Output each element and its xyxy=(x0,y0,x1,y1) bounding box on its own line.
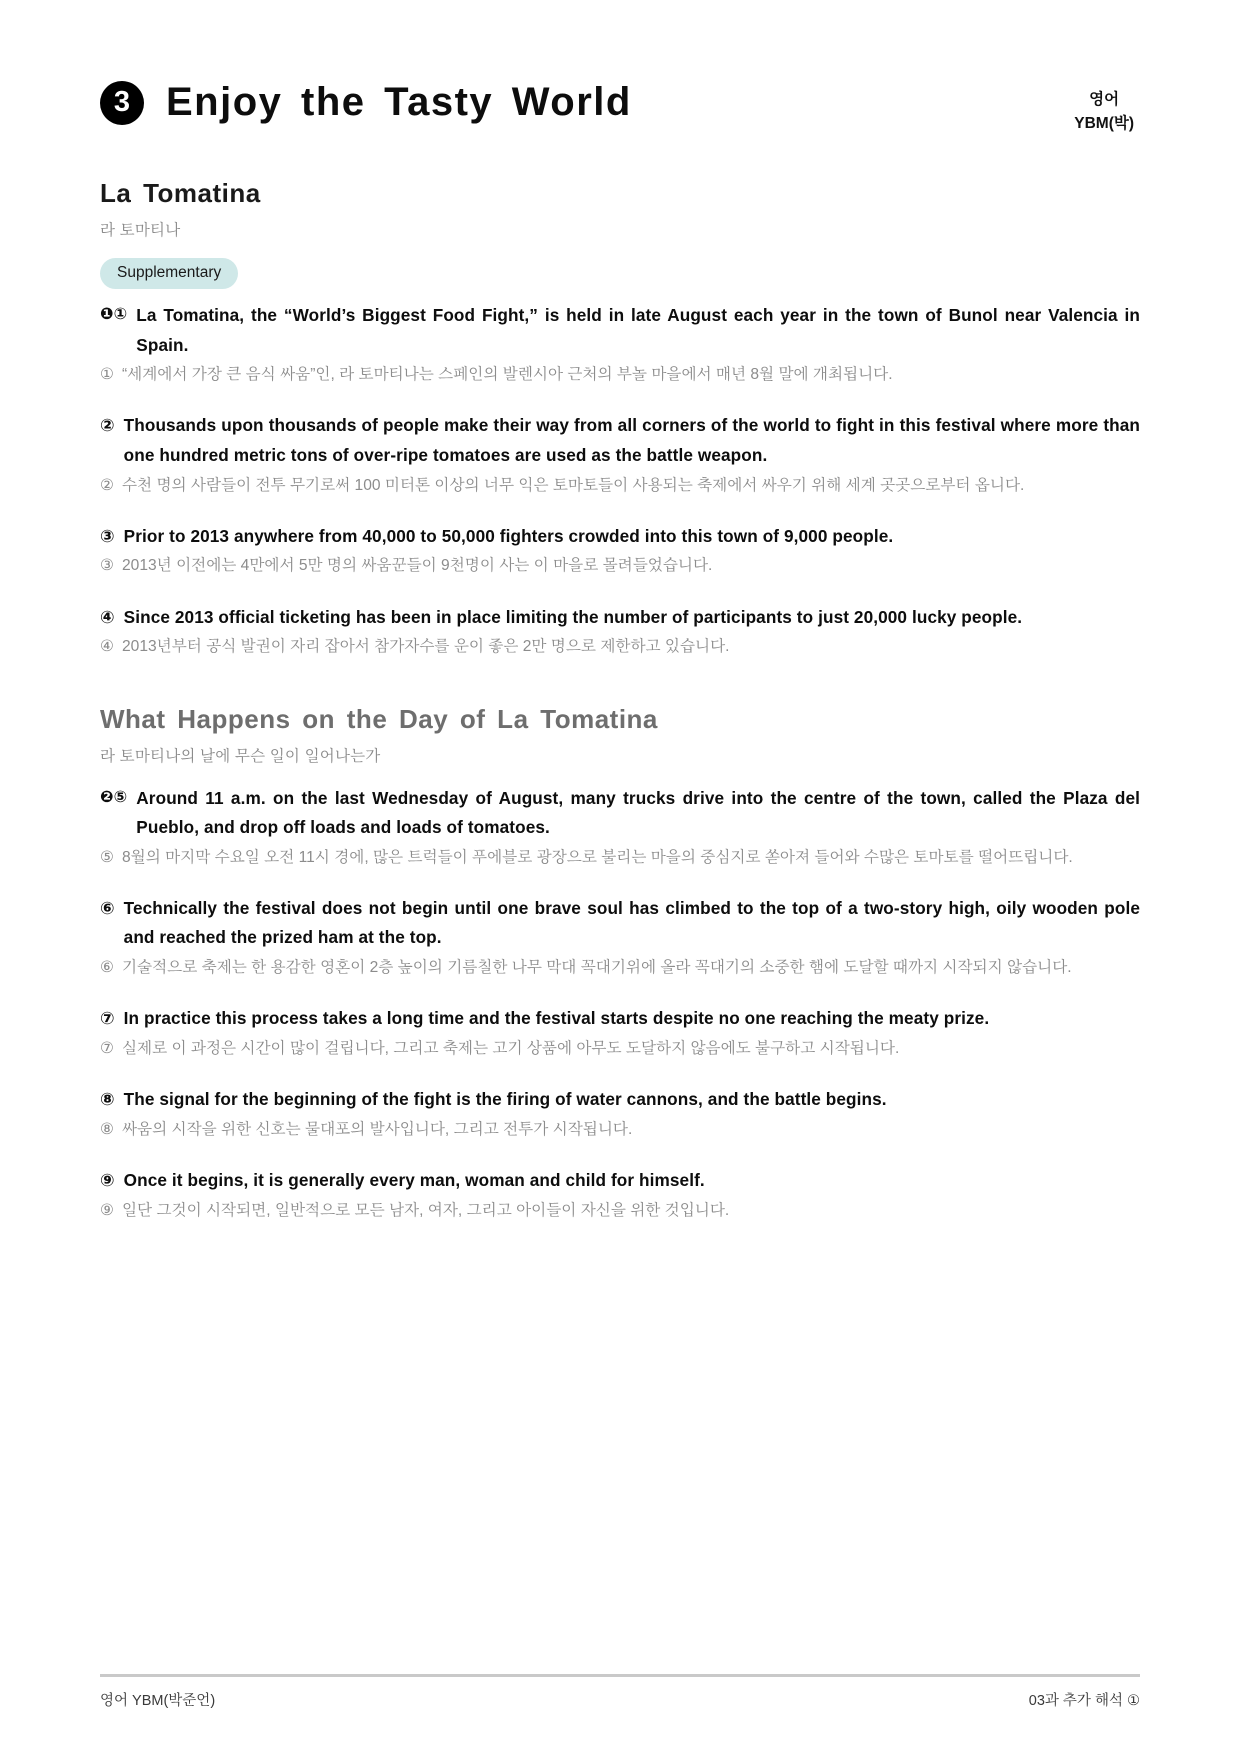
sentence-korean xyxy=(100,473,1140,498)
sentence-english xyxy=(100,1166,1140,1196)
sentence-text-ko: 8월의 마지막 수요일 오전 11시 경에, 많은 트럭들이 푸에블로 광장으로 불리는 마을의 중심지로 쏟아져 들어와 수많은 토마토를 떨어뜨립니다. xyxy=(121,848,1073,866)
page-title: Enjoy the Tasty World xyxy=(166,80,632,124)
sentence-korean xyxy=(100,845,1140,870)
sentence-marker-en: ⑧ xyxy=(100,1089,115,1110)
sentence-marker-ko: ⑧ xyxy=(100,1120,114,1138)
sentence-text-en: La Tomatina, the “World’s Biggest Food Fight,” is held in late August each year in the town of Bunol near Valencia in Spain. xyxy=(136,305,1140,355)
sentence-marker-ko: ⑤ xyxy=(100,848,114,866)
sentence-text-ko: 싸움의 시작을 위한 신호는 물대포의 발사입니다, 그리고 전투가 시작됩니다. xyxy=(121,1120,633,1138)
sentence-marker-ko: ① xyxy=(100,366,114,384)
sentence-item xyxy=(100,1085,1140,1142)
section-title-2: What Happens on the Day of La Tomatina xyxy=(100,703,658,734)
sentence-item xyxy=(100,301,1140,387)
sentence-korean xyxy=(100,634,1140,659)
footer-left-text: 영어 YBM(박준언) xyxy=(100,1693,216,1709)
supplementary-badge: Supplementary xyxy=(100,258,238,289)
sentence-marker-en: ❷⑤ xyxy=(100,788,128,806)
page-footer xyxy=(100,1674,1140,1710)
sentence-marker-en: ⑥ xyxy=(100,897,115,918)
sentence-item xyxy=(100,894,1140,980)
footer-divider xyxy=(100,1674,1140,1677)
section-la-tomatina xyxy=(100,178,1140,659)
sentence-item xyxy=(100,1004,1140,1061)
sentence-item xyxy=(100,411,1140,497)
sentence-english xyxy=(100,1004,1140,1034)
sentence-korean xyxy=(100,1198,1140,1223)
sentence-korean xyxy=(100,1117,1140,1142)
sentence-marker-ko: ⑨ xyxy=(100,1201,114,1219)
sentence-korean xyxy=(100,362,1140,387)
sentence-english xyxy=(100,784,1140,843)
footer-row xyxy=(100,1689,1140,1710)
sentence-korean xyxy=(100,955,1140,980)
sentence-text-ko: 수천 명의 사람들이 전투 무기로써 100 미터톤 이상의 너무 익은 토마토들이 사용되는 축제에서 싸우기 위해 세계 곳곳으로부터 옵니다. xyxy=(121,476,1025,494)
sentence-text-ko: 2013년부터 공식 발권이 자리 잡아서 참가자수를 운이 좋은 2만 명으로 제한하고 있습니다. xyxy=(121,638,730,656)
section-subtitle-1: 라 토마티나 xyxy=(100,222,181,240)
sentence-marker-en: ④ xyxy=(100,606,115,627)
section-subtitle-2: 라 토마티나의 날에 무슨 일이 일어나는가 xyxy=(100,747,381,765)
sentence-marker-en: ⑦ xyxy=(100,1008,115,1029)
footer-right-text: 03과 추가 해석 ① xyxy=(1028,1693,1140,1709)
document-header xyxy=(100,72,1140,136)
sentence-english xyxy=(100,522,1140,552)
sentence-text-en: In practice this process takes a long time and the festival starts despite no one reaching the meaty prize. xyxy=(123,1008,990,1029)
section-what-happens xyxy=(100,704,1140,1223)
sentence-text-en: Around 11 a.m. on the last Wednesday of August, many trucks drive into the centre of the town, called the Plaza del Pueblo, and drop off loads and loads of tomatoes. xyxy=(136,787,1140,838)
sentence-korean xyxy=(100,1036,1140,1061)
sentence-text-en: Technically the festival does not begin until one brave soul has climbed to the top of a two-story high, oily wooden pole and reached the prized ham at the top. xyxy=(123,897,1140,948)
section-title-1: La Tomatina xyxy=(100,178,261,209)
sentence-item xyxy=(100,603,1140,660)
sentence-text-ko: 기술적으로 축제는 한 용감한 영혼이 2층 높이의 기름칠한 나무 막대 꼭대기위에 올라 꼭대기의 소중한 햄에 도달할 때까지 시작되지 않습니다. xyxy=(121,959,1072,977)
sentence-text-ko: 2013년 이전에는 4만에서 5만 명의 싸움꾼들이 9천명이 사는 이 마을로 몰려들었습니다. xyxy=(121,557,713,575)
sentence-text-en: The signal for the beginning of the fight is the firing of water cannons, and the battle begins. xyxy=(123,1089,887,1110)
sentence-text-en: Since 2013 official ticketing has been in place limiting the number of participants to just 20,000 lucky people. xyxy=(123,606,1023,627)
sentence-marker-ko: ⑦ xyxy=(100,1039,114,1057)
sentence-marker-ko: ⑥ xyxy=(100,959,114,977)
sentence-english xyxy=(100,411,1140,470)
sentence-english xyxy=(100,301,1140,360)
lesson-number-badge: 3 xyxy=(100,81,144,125)
sentence-text-en: Prior to 2013 anywhere from 40,000 to 50,000 fighters crowded into this town of 9,000 people. xyxy=(123,525,894,546)
sentence-text-ko: “세계에서 가장 큰 음식 싸움”인, 라 토마티나는 스페인의 발렌시아 근처의 부놀 마을에서 매년 8월 말에 개최됩니다. xyxy=(121,366,893,384)
sentence-english xyxy=(100,603,1140,633)
publisher-label: YBM(박) xyxy=(1074,115,1134,133)
sentence-text-en: Once it begins, it is generally every man, woman and child for himself. xyxy=(123,1169,705,1190)
sentence-text-en: Thousands upon thousands of people make their way from all corners of the world to fight in this festival where more than one hundred metric tons of over-ripe tomatoes are used as the battle weapon. xyxy=(123,415,1140,466)
sentence-english xyxy=(100,894,1140,953)
sentence-marker-en: ❶① xyxy=(100,306,128,324)
sentence-marker-en: ② xyxy=(100,415,115,436)
sentence-marker-ko: ③ xyxy=(100,557,114,575)
sentence-marker-en: ③ xyxy=(100,525,115,546)
sentence-item xyxy=(100,522,1140,579)
sentence-item xyxy=(100,784,1140,870)
sentence-item xyxy=(100,1166,1140,1223)
sentence-text-ko: 일단 그것이 시작되면, 일반적으로 모든 남자, 여자, 그리고 아이들이 자신을 위한 것입니다. xyxy=(121,1201,730,1219)
sentence-marker-ko: ④ xyxy=(100,638,114,656)
sentence-marker-en: ⑨ xyxy=(100,1169,115,1190)
sentence-text-ko: 실제로 이 과정은 시간이 많이 걸립니다, 그리고 축제는 고기 상품에 아무도 도달하지 않음에도 불구하고 시작됩니다. xyxy=(121,1039,900,1057)
publisher-info xyxy=(1074,72,1140,136)
sentence-english xyxy=(100,1085,1140,1115)
title-group xyxy=(100,72,632,125)
sentence-korean xyxy=(100,553,1140,578)
subject-label: 영어 xyxy=(1089,91,1120,108)
sentence-marker-ko: ② xyxy=(100,476,114,494)
